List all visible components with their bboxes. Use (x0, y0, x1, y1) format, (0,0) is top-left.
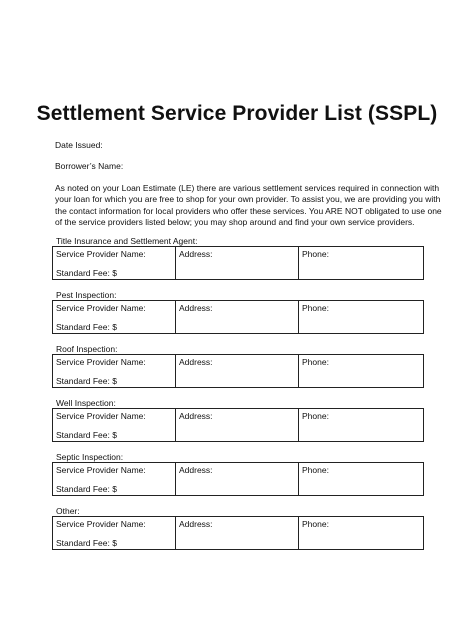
provider-name-cell[interactable] (53, 301, 176, 333)
address-cell[interactable] (176, 301, 299, 333)
standard-fee-label: Standard Fee: $ (56, 430, 117, 440)
address-label: Address: (179, 249, 213, 259)
address-label: Address: (179, 519, 213, 529)
section-label: Well Inspection: (56, 398, 116, 408)
address-cell[interactable] (176, 355, 299, 387)
section-label: Septic Inspection: (56, 452, 124, 462)
section-label: Roof Inspection: (56, 344, 118, 354)
phone-label: Phone: (302, 357, 329, 367)
intro-line: your loan for which you are free to shop for your own provider. To assist you, we are providing you with (55, 194, 441, 205)
phone-cell[interactable] (299, 301, 423, 333)
phone-cell[interactable] (299, 247, 423, 279)
provider-name-label: Service Provider Name: (56, 411, 146, 421)
provider-name-label: Service Provider Name: (56, 465, 146, 475)
intro-line: the contact information for local providers who offer these services. You ARE NOT obligated to use one (55, 205, 442, 216)
address-label: Address: (179, 357, 213, 367)
provider-table (52, 462, 424, 496)
address-cell[interactable] (176, 517, 299, 549)
provider-table (52, 516, 424, 550)
page-title: Settlement Service Provider List (SSPL) (36, 102, 438, 125)
provider-table (52, 300, 424, 334)
phone-cell[interactable] (299, 355, 423, 387)
phone-cell[interactable] (299, 517, 423, 549)
provider-name-cell[interactable] (53, 355, 176, 387)
date-issued-label: Date Issued: (55, 140, 103, 150)
intro-paragraph (55, 183, 442, 228)
standard-fee-label: Standard Fee: $ (56, 376, 117, 386)
intro-line: of the service providers listed below; you may shop around and find your own service providers. (55, 216, 415, 227)
phone-label: Phone: (302, 519, 329, 529)
provider-table (52, 246, 424, 280)
section-label: Pest Inspection: (56, 290, 117, 300)
provider-name-cell[interactable] (53, 409, 176, 441)
address-cell[interactable] (176, 247, 299, 279)
phone-cell[interactable] (299, 463, 423, 495)
standard-fee-label: Standard Fee: $ (56, 322, 117, 332)
provider-name-cell[interactable] (53, 247, 176, 279)
provider-table (52, 408, 424, 442)
phone-label: Phone: (302, 411, 329, 421)
provider-name-label: Service Provider Name: (56, 303, 146, 313)
address-cell[interactable] (176, 409, 299, 441)
provider-table (52, 354, 424, 388)
phone-label: Phone: (302, 303, 329, 313)
provider-name-label: Service Provider Name: (56, 519, 146, 529)
provider-name-label: Service Provider Name: (56, 357, 146, 367)
standard-fee-label: Standard Fee: $ (56, 268, 117, 278)
address-label: Address: (179, 411, 213, 421)
address-cell[interactable] (176, 463, 299, 495)
address-label: Address: (179, 465, 213, 475)
borrower-name-label: Borrower’s Name: (55, 161, 124, 171)
address-label: Address: (179, 303, 213, 313)
intro-line: As noted on your Loan Estimate (LE) there are various settlement services required in connection with (55, 183, 440, 193)
provider-name-cell[interactable] (53, 463, 176, 495)
section-label: Other: (56, 506, 80, 516)
provider-name-label: Service Provider Name: (56, 249, 146, 259)
section-label: Title Insurance and Settlement Agent: (56, 236, 198, 246)
standard-fee-label: Standard Fee: $ (56, 538, 117, 548)
phone-label: Phone: (302, 465, 329, 475)
standard-fee-label: Standard Fee: $ (56, 484, 117, 494)
phone-cell[interactable] (299, 409, 423, 441)
phone-label: Phone: (302, 249, 329, 259)
provider-name-cell[interactable] (53, 517, 176, 549)
